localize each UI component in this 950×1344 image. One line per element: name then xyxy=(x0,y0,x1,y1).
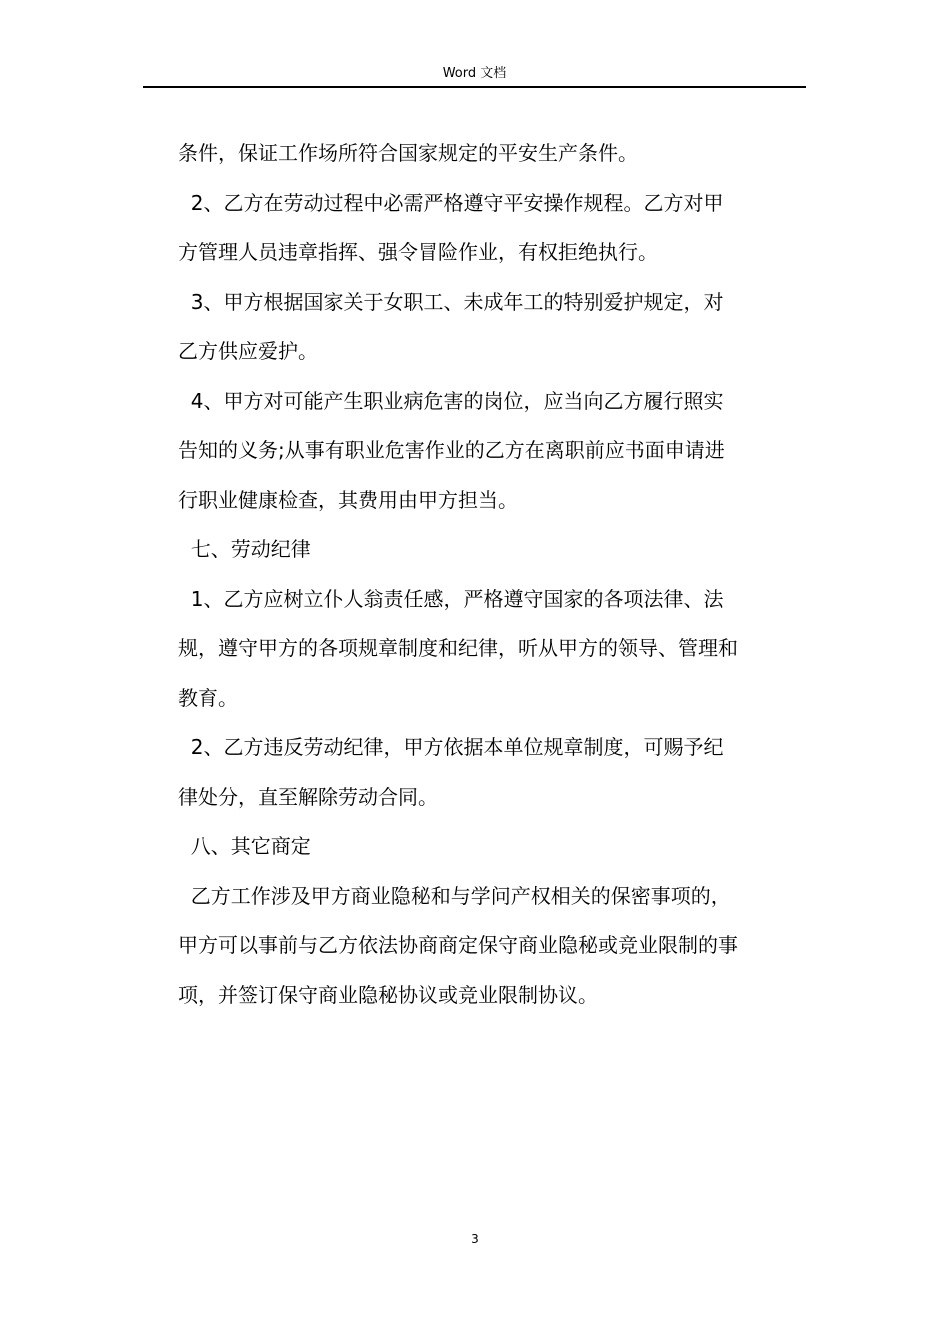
page-header xyxy=(143,62,806,88)
text-line: 项，并签订保守商业隐秘协议或竞业限制协议。 xyxy=(178,982,598,1007)
text-line: 乙方供应爱护。 xyxy=(178,339,318,363)
text-line: 3、甲方根据国家关于女职工、未成年工的特别爱护规定，对 xyxy=(178,289,724,314)
header-title: Word 文档 xyxy=(442,66,507,81)
text-line: 条件，保证工作场所符合国家规定的平安生产条件。 xyxy=(178,141,638,165)
page-number: 3 xyxy=(471,1232,479,1246)
section-heading: 七、劳动纪律 xyxy=(178,537,311,561)
text-line: 1、乙方应树立仆人翁责任感，严格遵守国家的各项法律、法 xyxy=(178,586,724,611)
text-line: 4、甲方对可能产生职业病危害的岗位，应当向乙方履行照实 xyxy=(178,388,724,413)
text-line: 方管理人员违章指挥、强令冒险作业，有权拒绝执行。 xyxy=(178,240,658,264)
text-line: 乙方工作涉及甲方商业隐秘和与学问产权相关的保密事项的， xyxy=(178,883,731,908)
text-line: 甲方可以事前与乙方依法协商商定保守商业隐秘或竞业限制的事 xyxy=(178,933,738,957)
text-line: 规，遵守甲方的各项规章制度和纪律，听从甲方的领导、管理和 xyxy=(178,636,738,660)
document-body xyxy=(178,133,808,1024)
text-line: 教育。 xyxy=(178,685,238,710)
page-footer xyxy=(0,1230,950,1248)
text-line: 行职业健康检查，其费用由甲方担当。 xyxy=(178,487,518,512)
text-line: 律处分，直至解除劳动合同。 xyxy=(178,784,438,809)
text-line: 2、乙方在劳动过程中必需严格遵守平安操作规程。乙方对甲 xyxy=(178,190,724,215)
text-line: 2、乙方违反劳动纪律，甲方依据本单位规章制度，可赐予纪 xyxy=(178,735,724,759)
text-line: 告知的义务;从事有职业危害作业的乙方在离职前应书面申请进 xyxy=(178,438,725,462)
section-heading: 八、其它商定 xyxy=(178,834,311,858)
